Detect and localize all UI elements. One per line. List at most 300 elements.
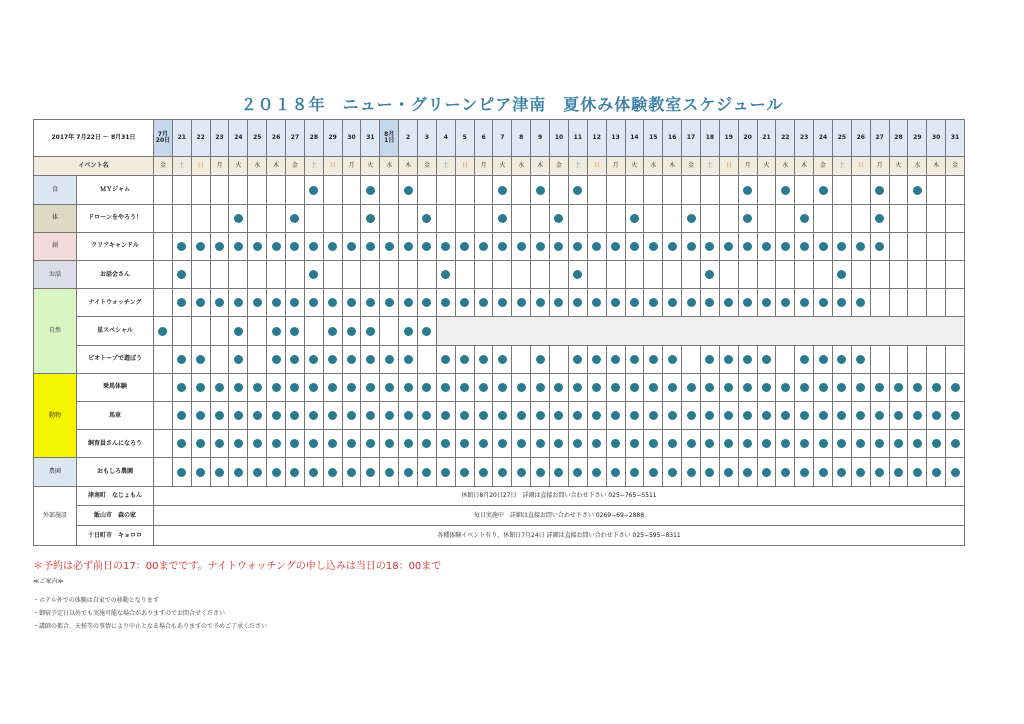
event-dot — [441, 383, 450, 392]
event-dot — [743, 242, 752, 251]
day-cell — [436, 458, 455, 486]
day-cell — [380, 458, 399, 486]
day-cell — [700, 232, 719, 260]
day-cell — [455, 289, 474, 317]
category-cell: 創 — [34, 232, 77, 260]
day-cell — [814, 458, 833, 486]
event-dot — [781, 242, 790, 251]
event-dot — [517, 468, 526, 477]
event-dot — [800, 242, 809, 251]
event-dot — [366, 411, 375, 420]
day-cell — [154, 345, 173, 373]
day-cell — [399, 458, 418, 486]
event-dot — [196, 355, 205, 364]
schedule-row — [34, 373, 965, 401]
event-dot — [932, 411, 941, 420]
day-cell — [719, 373, 738, 401]
day-cell — [908, 232, 927, 260]
date-cell: 14 — [625, 120, 644, 157]
day-cell — [248, 402, 267, 430]
day-cell — [229, 232, 248, 260]
day-cell — [512, 373, 531, 401]
day-cell — [908, 430, 927, 458]
day-cell — [210, 458, 229, 486]
category-cell: 外部施設 — [34, 486, 77, 545]
day-cell — [795, 289, 814, 317]
day-cell — [870, 289, 889, 317]
date-cell: 26 — [851, 120, 870, 157]
event-dot — [875, 383, 884, 392]
day-cell — [436, 289, 455, 317]
event-dot — [196, 242, 205, 251]
day-cell — [304, 402, 323, 430]
date-cell: 27 — [286, 120, 305, 157]
day-cell — [738, 232, 757, 260]
day-cell — [248, 373, 267, 401]
weekday-cell: 木 — [663, 156, 682, 176]
day-cell — [870, 345, 889, 373]
day-cell — [870, 373, 889, 401]
day-cell — [399, 373, 418, 401]
event-dot — [479, 439, 488, 448]
day-cell — [851, 176, 870, 204]
event-dot — [649, 439, 658, 448]
event-dot — [819, 355, 828, 364]
event-dot — [460, 383, 469, 392]
event-dot — [385, 468, 394, 477]
day-cell — [361, 430, 380, 458]
weekday-cell: 日 — [851, 156, 870, 176]
event-dot — [649, 411, 658, 420]
date-cell: 9 — [531, 120, 550, 157]
event-dot — [460, 411, 469, 420]
day-cell — [851, 458, 870, 486]
event-dot — [347, 411, 356, 420]
day-cell — [436, 373, 455, 401]
event-dot — [498, 298, 507, 307]
day-cell — [154, 204, 173, 232]
day-cell — [682, 176, 701, 204]
day-cell — [587, 232, 606, 260]
date-cell: 7月 20日 — [154, 120, 173, 157]
event-dot — [592, 411, 601, 420]
event-dot — [649, 298, 658, 307]
day-cell — [493, 261, 512, 289]
event-dot — [894, 439, 903, 448]
day-cell — [229, 317, 248, 345]
event-dot — [536, 439, 545, 448]
day-cell — [795, 261, 814, 289]
event-dot — [272, 327, 281, 336]
weekday-cell: 火 — [889, 156, 908, 176]
event-dot — [290, 327, 299, 336]
event-dot — [819, 242, 828, 251]
day-cell — [889, 232, 908, 260]
day-cell — [719, 289, 738, 317]
day-cell — [342, 402, 361, 430]
event-dot — [272, 242, 281, 251]
event-dot — [668, 242, 677, 251]
event-dot — [309, 411, 318, 420]
day-cell — [493, 289, 512, 317]
day-cell — [436, 232, 455, 260]
event-dot — [177, 355, 186, 364]
schedule-row — [34, 430, 965, 458]
day-cell — [229, 345, 248, 373]
event-dot — [479, 411, 488, 420]
day-cell — [757, 458, 776, 486]
date-cell: 29 — [323, 120, 342, 157]
day-cell — [531, 345, 550, 373]
event-dot — [479, 355, 488, 364]
event-dot — [611, 411, 620, 420]
day-cell — [304, 430, 323, 458]
event-dot — [498, 468, 507, 477]
event-dot — [913, 411, 922, 420]
event-dot — [441, 439, 450, 448]
day-cell — [474, 402, 493, 430]
event-dot — [554, 383, 563, 392]
event-dot — [177, 468, 186, 477]
weekday-cell: 木 — [927, 156, 946, 176]
event-dot — [724, 355, 733, 364]
day-cell — [172, 458, 191, 486]
weekday-cell: 木 — [531, 156, 550, 176]
day-cell — [267, 373, 286, 401]
event-dot — [687, 214, 696, 223]
day-cell — [644, 261, 663, 289]
day-cell — [323, 402, 342, 430]
event-dot — [762, 383, 771, 392]
day-cell — [682, 402, 701, 430]
day-cell — [625, 232, 644, 260]
event-dot — [328, 411, 337, 420]
day-cell — [286, 345, 305, 373]
day-cell — [719, 345, 738, 373]
event-dot — [705, 355, 714, 364]
event-dot — [479, 298, 488, 307]
day-cell — [512, 402, 531, 430]
event-dot — [913, 439, 922, 448]
event-name: おもしろ農園 — [77, 458, 154, 486]
event-dot — [724, 383, 733, 392]
date-cell: 29 — [908, 120, 927, 157]
day-cell — [418, 430, 437, 458]
event-dot — [290, 411, 299, 420]
day-cell — [474, 430, 493, 458]
category-cell: 食 — [34, 176, 77, 204]
event-dot — [819, 383, 828, 392]
schedule-row — [34, 176, 965, 204]
day-cell — [512, 289, 531, 317]
day-cell — [286, 430, 305, 458]
event-dot — [517, 383, 526, 392]
event-dot — [951, 468, 960, 477]
day-cell — [361, 373, 380, 401]
day-cell — [342, 289, 361, 317]
date-cell: 26 — [267, 120, 286, 157]
date-cell: 31 — [361, 120, 380, 157]
weekday-cell: 日 — [455, 156, 474, 176]
day-cell — [229, 261, 248, 289]
event-dot — [536, 383, 545, 392]
event-dot — [762, 411, 771, 420]
event-dot — [309, 270, 318, 279]
event-dot — [253, 468, 262, 477]
event-dot — [668, 411, 677, 420]
event-dot — [649, 242, 658, 251]
event-dot — [196, 298, 205, 307]
event-dot — [687, 242, 696, 251]
day-cell — [191, 402, 210, 430]
day-cell — [738, 458, 757, 486]
event-dot — [234, 468, 243, 477]
facility-notice: 毎日実施中 詳細は直接お問い合わせ下さい 0269−69−2888 — [154, 506, 965, 526]
day-cell — [248, 458, 267, 486]
day-cell — [568, 458, 587, 486]
day-cell — [172, 430, 191, 458]
day-cell — [644, 430, 663, 458]
day-cell — [927, 289, 946, 317]
day-cell — [323, 430, 342, 458]
day-cell — [229, 176, 248, 204]
event-dot — [705, 468, 714, 477]
day-cell — [832, 261, 851, 289]
day-cell — [512, 458, 531, 486]
weekday-cell: 土 — [172, 156, 191, 176]
weekday-cell: 月 — [210, 156, 229, 176]
event-dot — [536, 411, 545, 420]
day-cell — [436, 430, 455, 458]
event-dot — [272, 439, 281, 448]
day-cell — [776, 402, 795, 430]
day-cell — [550, 204, 569, 232]
day-cell — [436, 261, 455, 289]
event-dot — [309, 468, 318, 477]
event-dot — [385, 383, 394, 392]
day-cell — [663, 261, 682, 289]
day-cell — [304, 458, 323, 486]
day-cell — [191, 232, 210, 260]
day-cell — [455, 458, 474, 486]
day-cell — [682, 345, 701, 373]
event-dot — [253, 411, 262, 420]
day-cell — [474, 204, 493, 232]
day-cell — [851, 402, 870, 430]
event-dot — [668, 298, 677, 307]
day-cell — [795, 430, 814, 458]
weekday-cell: 日 — [587, 156, 606, 176]
event-dot — [422, 298, 431, 307]
day-cell — [304, 345, 323, 373]
event-name: ＭＹジャム — [77, 176, 154, 204]
day-cell — [474, 345, 493, 373]
day-cell — [512, 345, 531, 373]
event-dot — [875, 214, 884, 223]
event-dot — [177, 439, 186, 448]
day-cell — [870, 204, 889, 232]
day-cell — [908, 373, 927, 401]
event-dot — [234, 214, 243, 223]
event-dot — [592, 298, 601, 307]
date-cell: 22 — [191, 120, 210, 157]
event-dot — [517, 298, 526, 307]
day-cell — [210, 261, 229, 289]
event-dot — [894, 411, 903, 420]
day-cell — [399, 261, 418, 289]
day-cell — [946, 402, 965, 430]
event-dot — [743, 439, 752, 448]
day-cell — [210, 317, 229, 345]
event-dot — [234, 383, 243, 392]
day-cell — [191, 204, 210, 232]
event-dot — [309, 439, 318, 448]
event-dot — [309, 298, 318, 307]
facility-notice: 休館日8月20日27日 詳細は直接お問い合わせ下さい 025−765−5511 — [154, 486, 965, 506]
day-cell — [719, 402, 738, 430]
day-cell — [644, 204, 663, 232]
event-dot — [724, 411, 733, 420]
day-cell — [927, 458, 946, 486]
event-name: 乗馬体験 — [77, 373, 154, 401]
weekday-cell: 火 — [361, 156, 380, 176]
event-dot — [743, 411, 752, 420]
day-cell — [738, 430, 757, 458]
event-dot — [573, 355, 582, 364]
day-cell — [851, 345, 870, 373]
day-cell — [700, 204, 719, 232]
event-dot — [404, 355, 413, 364]
event-dot — [253, 242, 262, 251]
event-dot — [724, 298, 733, 307]
day-cell — [512, 232, 531, 260]
event-dot — [856, 439, 865, 448]
day-cell — [267, 204, 286, 232]
event-dot — [234, 411, 243, 420]
day-cell — [625, 261, 644, 289]
event-dot — [309, 242, 318, 251]
day-cell — [568, 289, 587, 317]
day-cell — [380, 345, 399, 373]
date-cell: 7 — [493, 120, 512, 157]
event-dot — [366, 327, 375, 336]
day-cell — [568, 373, 587, 401]
day-cell — [531, 289, 550, 317]
day-cell — [172, 289, 191, 317]
event-dot — [177, 270, 186, 279]
day-cell — [682, 204, 701, 232]
facility-notice: 各種体験イベント有り、休館日7月24日 詳細は直接お問い合わせ下さい 025−595−8311 — [154, 526, 965, 546]
day-cell — [889, 373, 908, 401]
event-dot — [385, 355, 394, 364]
day-cell — [568, 430, 587, 458]
weekday-cell: 水 — [644, 156, 663, 176]
weekday-cell: 金 — [682, 156, 701, 176]
weekday-cell: 水 — [380, 156, 399, 176]
day-cell — [323, 261, 342, 289]
day-cell — [832, 430, 851, 458]
event-dot — [498, 186, 507, 195]
event-name-header: イベント名 — [34, 156, 154, 176]
day-cell — [814, 373, 833, 401]
day-cell — [361, 204, 380, 232]
day-cell — [512, 261, 531, 289]
day-cell — [851, 289, 870, 317]
day-cell — [191, 345, 210, 373]
weekday-cell: 金 — [418, 156, 437, 176]
event-dot — [668, 468, 677, 477]
event-dot — [743, 186, 752, 195]
event-dot — [404, 186, 413, 195]
day-cell — [663, 176, 682, 204]
day-cell — [738, 402, 757, 430]
weekday-cell: 月 — [738, 156, 757, 176]
day-cell — [870, 402, 889, 430]
day-cell — [418, 345, 437, 373]
day-cell — [436, 176, 455, 204]
event-dot — [687, 439, 696, 448]
event-dot — [441, 270, 450, 279]
day-cell — [776, 430, 795, 458]
date-cell: 23 — [210, 120, 229, 157]
day-cell — [248, 204, 267, 232]
day-cell — [380, 430, 399, 458]
day-cell — [323, 232, 342, 260]
schedule-row — [34, 486, 965, 506]
event-dot — [781, 298, 790, 307]
schedule-row — [34, 345, 965, 373]
event-dot — [762, 355, 771, 364]
facility-name: 飯山市 森の家 — [77, 506, 154, 526]
day-cell — [568, 204, 587, 232]
day-cell — [267, 261, 286, 289]
day-cell — [587, 430, 606, 458]
event-dot — [554, 439, 563, 448]
event-dot — [253, 439, 262, 448]
day-cell — [587, 289, 606, 317]
day-cell — [154, 402, 173, 430]
event-dot — [234, 355, 243, 364]
date-cell: 8 — [512, 120, 531, 157]
day-cell — [757, 204, 776, 232]
event-dot — [328, 439, 337, 448]
event-dot — [290, 383, 299, 392]
schedule-table — [33, 119, 965, 546]
day-cell — [927, 402, 946, 430]
event-dot — [837, 468, 846, 477]
day-cell — [757, 402, 776, 430]
date-cell: 5 — [455, 120, 474, 157]
event-dot — [554, 298, 563, 307]
event-dot — [724, 468, 733, 477]
event-dot — [404, 242, 413, 251]
day-cell — [832, 204, 851, 232]
event-dot — [422, 214, 431, 223]
day-cell — [946, 458, 965, 486]
event-dot — [328, 327, 337, 336]
day-cell — [436, 345, 455, 373]
day-cell — [210, 373, 229, 401]
event-dot — [743, 214, 752, 223]
day-cell — [644, 402, 663, 430]
day-cell — [625, 289, 644, 317]
day-cell — [154, 261, 173, 289]
event-dot — [196, 411, 205, 420]
day-cell — [587, 373, 606, 401]
day-cell — [663, 458, 682, 486]
day-cell — [342, 232, 361, 260]
day-cell — [776, 345, 795, 373]
